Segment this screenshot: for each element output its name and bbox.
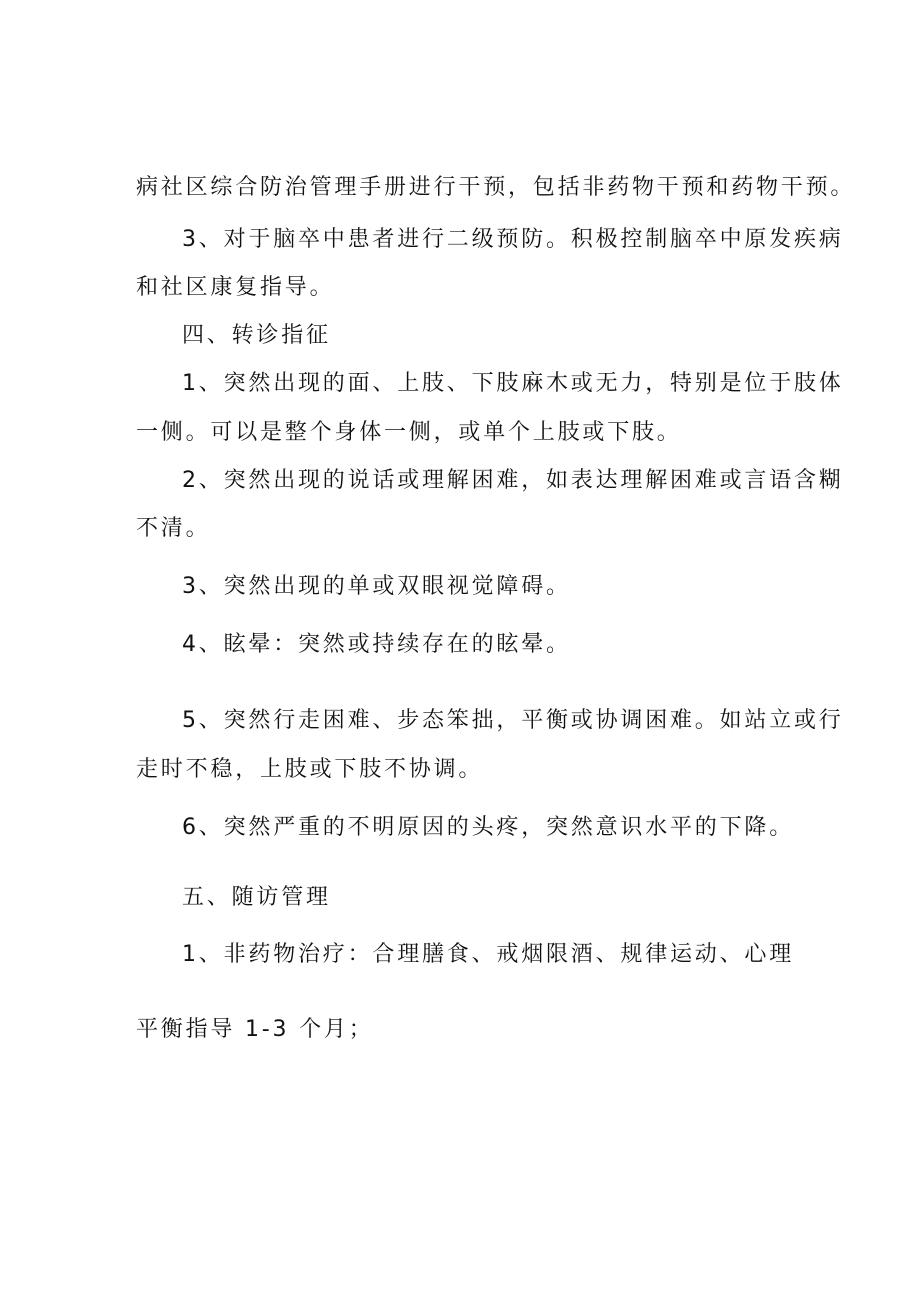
referral-item-5-line-1: 5、突然行走困难、步态笨拙，平衡或协调困难。如站立或行 [182,708,844,733]
referral-item-5-line-2: 走时不稳，上肢或下肢不协调。 [136,757,484,782]
referral-item-1-line-2: 一侧。可以是整个身体一侧，或单个上肢或下肢。 [136,420,682,445]
referral-item-4: 4、眩晕：突然或持续存在的眩晕。 [182,632,571,657]
referral-item-1-line-1: 1、突然出现的面、上肢、下肢麻木或无力，特别是位于肢体 [182,371,844,396]
paragraph-continuation: 病社区综合防治管理手册进行干预，包括非药物干预和药物干预。 [136,175,856,200]
referral-item-6: 6、突然严重的不明原因的头疼，突然意识水平的下降。 [182,815,794,840]
section-heading-referral: 四、转诊指征 [182,323,331,348]
referral-item-3: 3、突然出现的单或双眼视觉障碍。 [182,574,571,599]
section-heading-follow-up: 五、随访管理 [182,885,331,910]
follow-up-item-1-line-1: 1、非药物治疗：合理膳食、戒烟限酒、规律运动、心理 [182,942,794,967]
referral-item-2-line-2: 不清。 [136,516,211,541]
list-item-3-line-2: 和社区康复指导。 [136,275,335,300]
list-item-3-line-1: 3、对于脑卒中患者进行二级预防。积极控制脑卒中原发疾病 [182,227,844,252]
referral-item-2-line-1: 2、突然出现的说话或理解困难，如表达理解困难或言语含糊 [182,468,844,493]
follow-up-item-1-line-2: 平衡指导 1-3 个月； [136,1017,374,1042]
